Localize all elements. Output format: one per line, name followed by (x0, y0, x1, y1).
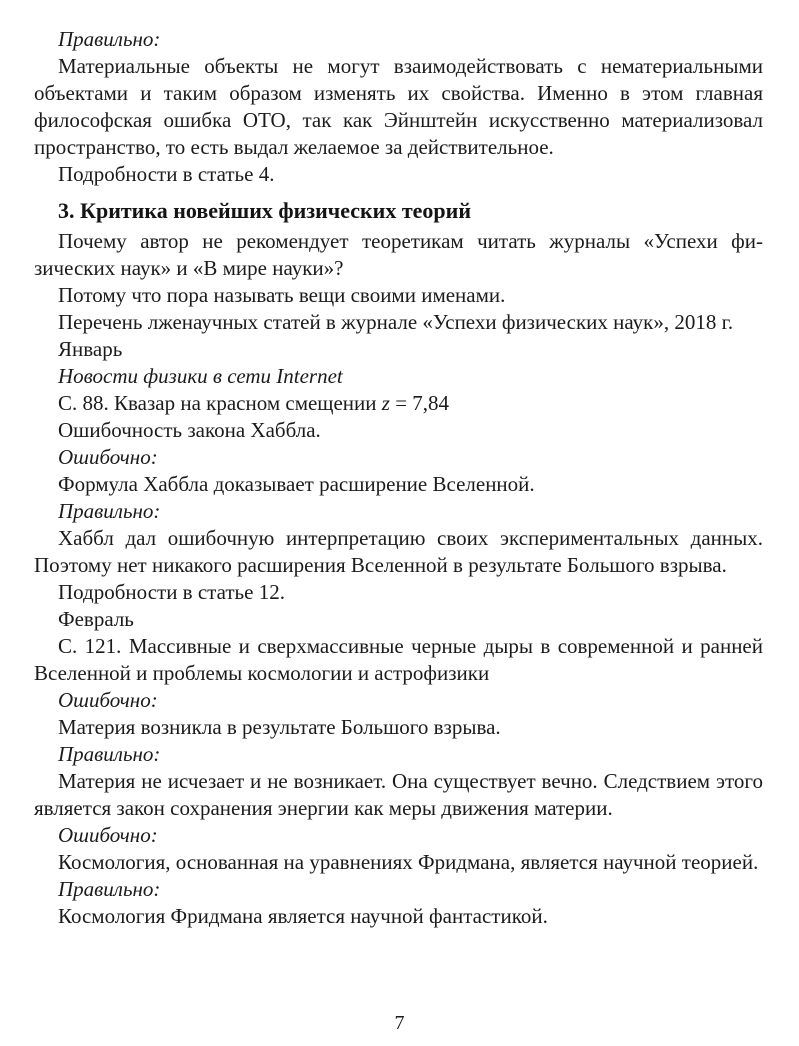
page-number: 7 (394, 1012, 405, 1034)
label-correct-3: Правильно: (58, 742, 161, 766)
paragraph-january: Январь (58, 337, 123, 361)
paragraph-hubble-interpretation: Хаббл дал ошибочную интерпретацию своих экспериментальных данных. Поэтому нет никакого расширения Вселенной в результате Большого взрыва. (34, 526, 763, 577)
paragraph-why-author: Почему автор не рекомендует теоретикам читать журналы «Успехи физических наук» и «В мире науки»? (34, 229, 763, 280)
paragraph-science-fiction: Космология Фридмана является научной фантастикой. (58, 904, 548, 928)
label-correct-1: Правильно: (58, 27, 161, 51)
section-heading: 3. Критика новейших физических теорий (58, 198, 472, 223)
math-variable-z: z (381, 391, 390, 415)
quasar-text: С. 88. Квазар на красном смещении (58, 391, 382, 415)
quasar-value: = 7,84 (389, 391, 450, 415)
label-correct-4: Правильно: (58, 877, 161, 901)
paragraph-list-of-articles: Перечень лженаучных статей в журнале «Успехи физических наук», 2018 г. (58, 310, 734, 334)
paragraph-hubble-law-error: Ошибочность закона Хаббла. (58, 418, 321, 442)
paragraph-physics-news-internet: Новости физики в сети Internet (58, 364, 343, 388)
label-wrong-1: Ошибочно: (58, 445, 158, 469)
paragraph-quasar-redshift (34, 390, 763, 417)
paragraph-matter-big-bang: Материя возникла в результате Большого взрыва. (58, 715, 501, 739)
paragraph-material-objects: Материальные объекты не могут взаимодействовать с нематериальными объектами и таким образом изменять их свойства. Именно в этом главная философская ошибка ОТО, так как Эйнштейн искусственно материализовал пространство, то есть выдал желаемое за действительное. (34, 54, 763, 159)
paragraph-february: Февраль (58, 607, 134, 631)
paragraph-black-holes: С. 121. Массивные и сверхмассивные черные дыры в современной и ранней Вселенной и проблемы космологии и астрофизики (34, 634, 763, 685)
paragraph-matter-eternal: Материя не исчезает и не возникает. Она существует вечно. Следствием этого является закон сохранения энергии как меры движения материи. (34, 769, 763, 820)
paragraph-hubble-formula: Формула Хаббла доказывает расширение Вселенной. (58, 472, 535, 496)
label-wrong-3: Ошибочно: (58, 823, 158, 847)
paragraph-call-things: Потому что пора называть вещи своими именами. (58, 283, 506, 307)
label-wrong-2: Ошибочно: (58, 688, 158, 712)
paragraph-details-article-12: Подробности в статье 12. (58, 580, 285, 604)
paragraph-friedmann-cosmology: Космология, основанная на уравнениях Фридмана, является научной теорией. (58, 850, 759, 874)
paragraph-details-article-4: Подробности в статье 4. (58, 162, 275, 186)
label-correct-2: Правильно: (58, 499, 161, 523)
